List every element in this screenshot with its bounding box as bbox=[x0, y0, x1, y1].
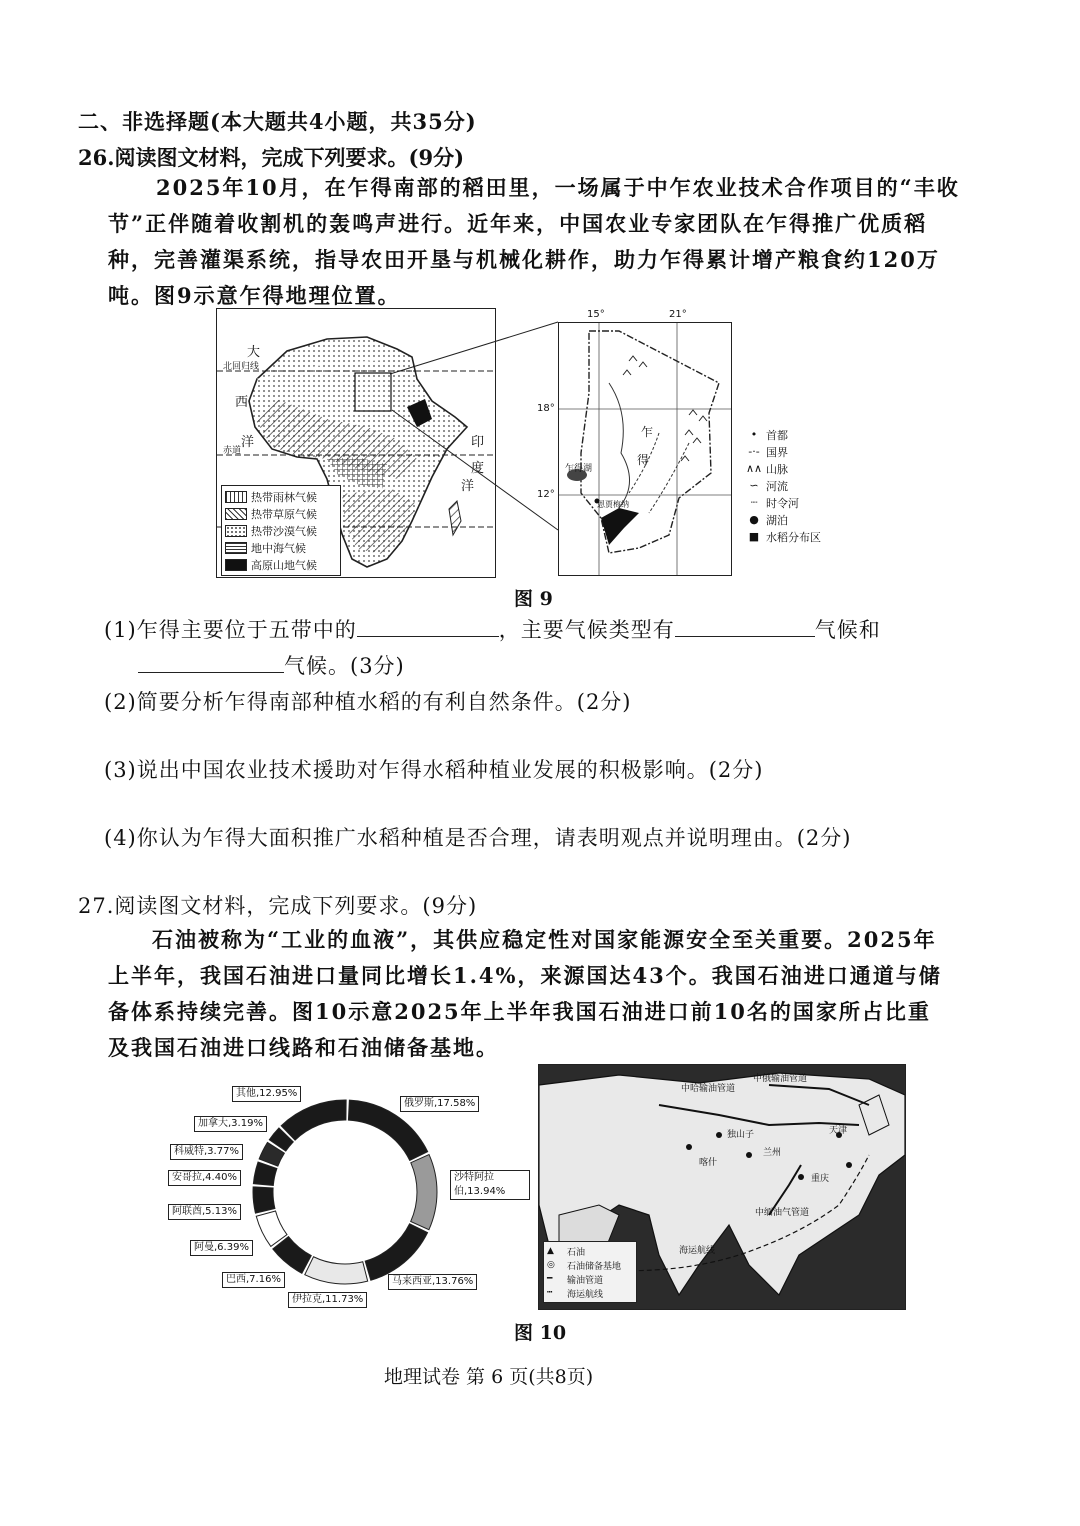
donut-label-russia: 俄罗斯,17.58% bbox=[400, 1096, 479, 1112]
label-tianjin: 天津 bbox=[829, 1126, 848, 1136]
donut-label-malaysia: 马来西亚,13.76% bbox=[388, 1274, 477, 1290]
legend-seasonal-river: ┈ 时令河 bbox=[750, 496, 799, 510]
answer-blank-1[interactable] bbox=[357, 614, 499, 637]
donut-label-iraq: 伊拉克,11.73% bbox=[288, 1292, 367, 1308]
label-indian-1: 印 bbox=[471, 435, 485, 450]
label-russia-pipeline: 中俄输油管道 bbox=[753, 1074, 808, 1084]
donut-label-angola: 安哥拉,4.40% bbox=[168, 1170, 241, 1186]
q27-line-2: 上半年，我国石油进口量同比增长1.4%，来源国达43个。我国石油进口通道与储 bbox=[108, 963, 942, 988]
oil-map-legend bbox=[543, 1241, 637, 1303]
legend-mountain: ∧∧ 山脉 bbox=[745, 462, 788, 476]
donut-label-brazil: 巴西,7.16% bbox=[222, 1272, 285, 1288]
label-chongqing: 重庆 bbox=[811, 1174, 830, 1184]
chad-legend bbox=[742, 426, 852, 545]
donut-label-other: 其他,12.95% bbox=[232, 1086, 301, 1102]
label-north-tropic: 北回归线 bbox=[223, 362, 260, 372]
mountains bbox=[623, 356, 707, 461]
figure-10-caption: 图 10 bbox=[514, 1322, 567, 1344]
q26-1-text-d: 气候。(3分) bbox=[284, 654, 405, 678]
legend-oil-base: ◎ 石油储备基地 bbox=[547, 1260, 622, 1272]
legend-rainforest: 热带雨林气候 bbox=[225, 488, 337, 505]
q27-line-1: 石油被称为“工业的血液”，其供应稳定性对国家能源安全至关重要。2025年 bbox=[152, 927, 937, 952]
q26-line-1: 2025年10月，在乍得南部的稻田里，一场属于中乍农业技术合作项目的“丰收 bbox=[156, 175, 960, 200]
legend-highland: 高原山地气候 bbox=[225, 556, 337, 573]
legend-river: ∽ 河流 bbox=[749, 479, 788, 493]
figure-9-caption: 图 9 bbox=[514, 588, 553, 610]
donut-slice-7 bbox=[253, 1162, 277, 1185]
label-atlantic-2: 西 bbox=[235, 395, 249, 410]
donut-label-canada: 加拿大,3.19% bbox=[194, 1116, 267, 1132]
q27-heading: 27.阅读图文材料，完成下列要求。(9分) bbox=[78, 894, 478, 918]
climate-legend bbox=[221, 485, 341, 576]
q26-heading: 26.阅读图文材料，完成下列要求。(9分) bbox=[78, 145, 465, 170]
donut-slice-4 bbox=[273, 1237, 311, 1274]
label-chad-1: 乍 bbox=[641, 425, 654, 439]
q27-line-3: 备体系持续完善。图10示意2025年上半年我国石油进口前10名的国家所占比重 bbox=[108, 999, 931, 1024]
donut-slice-3 bbox=[305, 1257, 368, 1284]
legend-border: -·- 国界 bbox=[748, 445, 788, 459]
donut-slice-1 bbox=[411, 1155, 437, 1230]
page-footer: 地理试卷 第 6 页(共8页) bbox=[384, 1366, 594, 1388]
q26-1-text-a: (1)乍得主要位于五带中的 bbox=[104, 618, 357, 642]
donut-label-saudi: 沙特阿拉伯,13.94% bbox=[450, 1170, 530, 1200]
q26-1-cont bbox=[138, 650, 405, 680]
label-lanzhou: 兰州 bbox=[763, 1148, 782, 1158]
label-chad-2: 得 bbox=[637, 453, 650, 467]
q26-4: (4)你认为乍得大面积推广水稻种植是否合理，请表明观点并说明理由。(2分) bbox=[104, 826, 852, 850]
q26-line-3: 种，完善灌渠系统，指导农田开垦与机械化耕作，助力乍得累计增产粮食约120万 bbox=[108, 247, 940, 272]
legend-sea-route: ┅ 海运航线 bbox=[547, 1288, 604, 1300]
donut-label-oman: 阿曼,6.39% bbox=[190, 1240, 253, 1256]
q26-passage bbox=[108, 170, 988, 314]
label-kazakh-pipeline: 中哈输油管道 bbox=[681, 1084, 736, 1094]
label-15-degree: 15° bbox=[587, 309, 605, 320]
q26-1-text-c: 气候和 bbox=[814, 618, 881, 642]
chad-map-drawing bbox=[559, 323, 731, 575]
label-atlantic-1: 大 bbox=[247, 345, 261, 360]
label-sea-route: 海运航线 bbox=[679, 1246, 716, 1256]
connector-lines bbox=[380, 320, 570, 540]
q26-line-4: 吨。图9示意乍得地理位置。 bbox=[108, 283, 401, 308]
label-equator: 赤道 bbox=[223, 446, 242, 456]
donut-slice-2 bbox=[365, 1224, 427, 1281]
label-kashgar: 喀什 bbox=[699, 1158, 718, 1168]
label-myanmar-pipeline: 中缅油气管道 bbox=[755, 1208, 810, 1218]
legend-oil: ▲ 石油 bbox=[547, 1246, 586, 1258]
label-12-degree: 12° bbox=[537, 489, 555, 500]
label-ndjamena: 恩贾梅纳 bbox=[597, 500, 629, 509]
legend-desert: 热带沙漠气候 bbox=[225, 522, 337, 539]
label-lake-chad: 乍得湖 bbox=[565, 464, 593, 474]
label-21-degree: 21° bbox=[669, 309, 687, 320]
q26-3: (3)说出中国农业技术援助对乍得水稻种植业发展的积极影响。(2分) bbox=[104, 758, 764, 782]
donut-label-uae: 阿联酋,5.13% bbox=[168, 1204, 241, 1220]
q27-line-4: 及我国石油进口线路和石油储备基地。 bbox=[108, 1035, 499, 1060]
legend-mediterranean: 地中海气候 bbox=[225, 539, 337, 556]
legend-rice: ■ 水稻分布区 bbox=[748, 530, 821, 544]
oil-route-map bbox=[538, 1064, 906, 1310]
label-indian-2: 度 bbox=[471, 461, 485, 476]
q26-1-text-b: ，主要气候类型有 bbox=[498, 618, 675, 642]
label-18-degree: 18° bbox=[537, 403, 555, 414]
answer-blank-2[interactable] bbox=[675, 614, 815, 637]
rice-area bbox=[601, 508, 639, 545]
legend-lake: ● 湖泊 bbox=[749, 513, 788, 527]
donut-slice-10 bbox=[281, 1100, 346, 1140]
legend-pipeline: ━ 输油管道 bbox=[547, 1274, 604, 1286]
q27-passage bbox=[108, 922, 988, 1066]
answer-blank-3[interactable] bbox=[138, 650, 284, 673]
legend-capital: • 首都 bbox=[750, 428, 788, 442]
chad-map bbox=[537, 309, 732, 576]
donut-slice-6 bbox=[253, 1187, 275, 1213]
legend-savanna: 热带草原气候 bbox=[225, 505, 337, 522]
q26-1 bbox=[104, 614, 881, 644]
q26-line-2: 节”正伴随着收割机的轰鸣声进行。近年来，中国农业专家团队在乍得推广优质稻 bbox=[108, 211, 928, 236]
label-dushanzi: 独山子 bbox=[727, 1130, 755, 1140]
section-title: 二、非选择题(本大题共4小题，共35分) bbox=[78, 109, 477, 134]
donut-label-kuwait: 科威特,3.77% bbox=[170, 1144, 243, 1160]
label-atlantic-3: 洋 bbox=[241, 435, 255, 450]
oil-import-donut-chart bbox=[160, 1074, 530, 1314]
q26-2: (2)简要分析乍得南部种植水稻的有利自然条件。(2分) bbox=[104, 690, 632, 714]
label-indian-3: 洋 bbox=[461, 479, 475, 494]
